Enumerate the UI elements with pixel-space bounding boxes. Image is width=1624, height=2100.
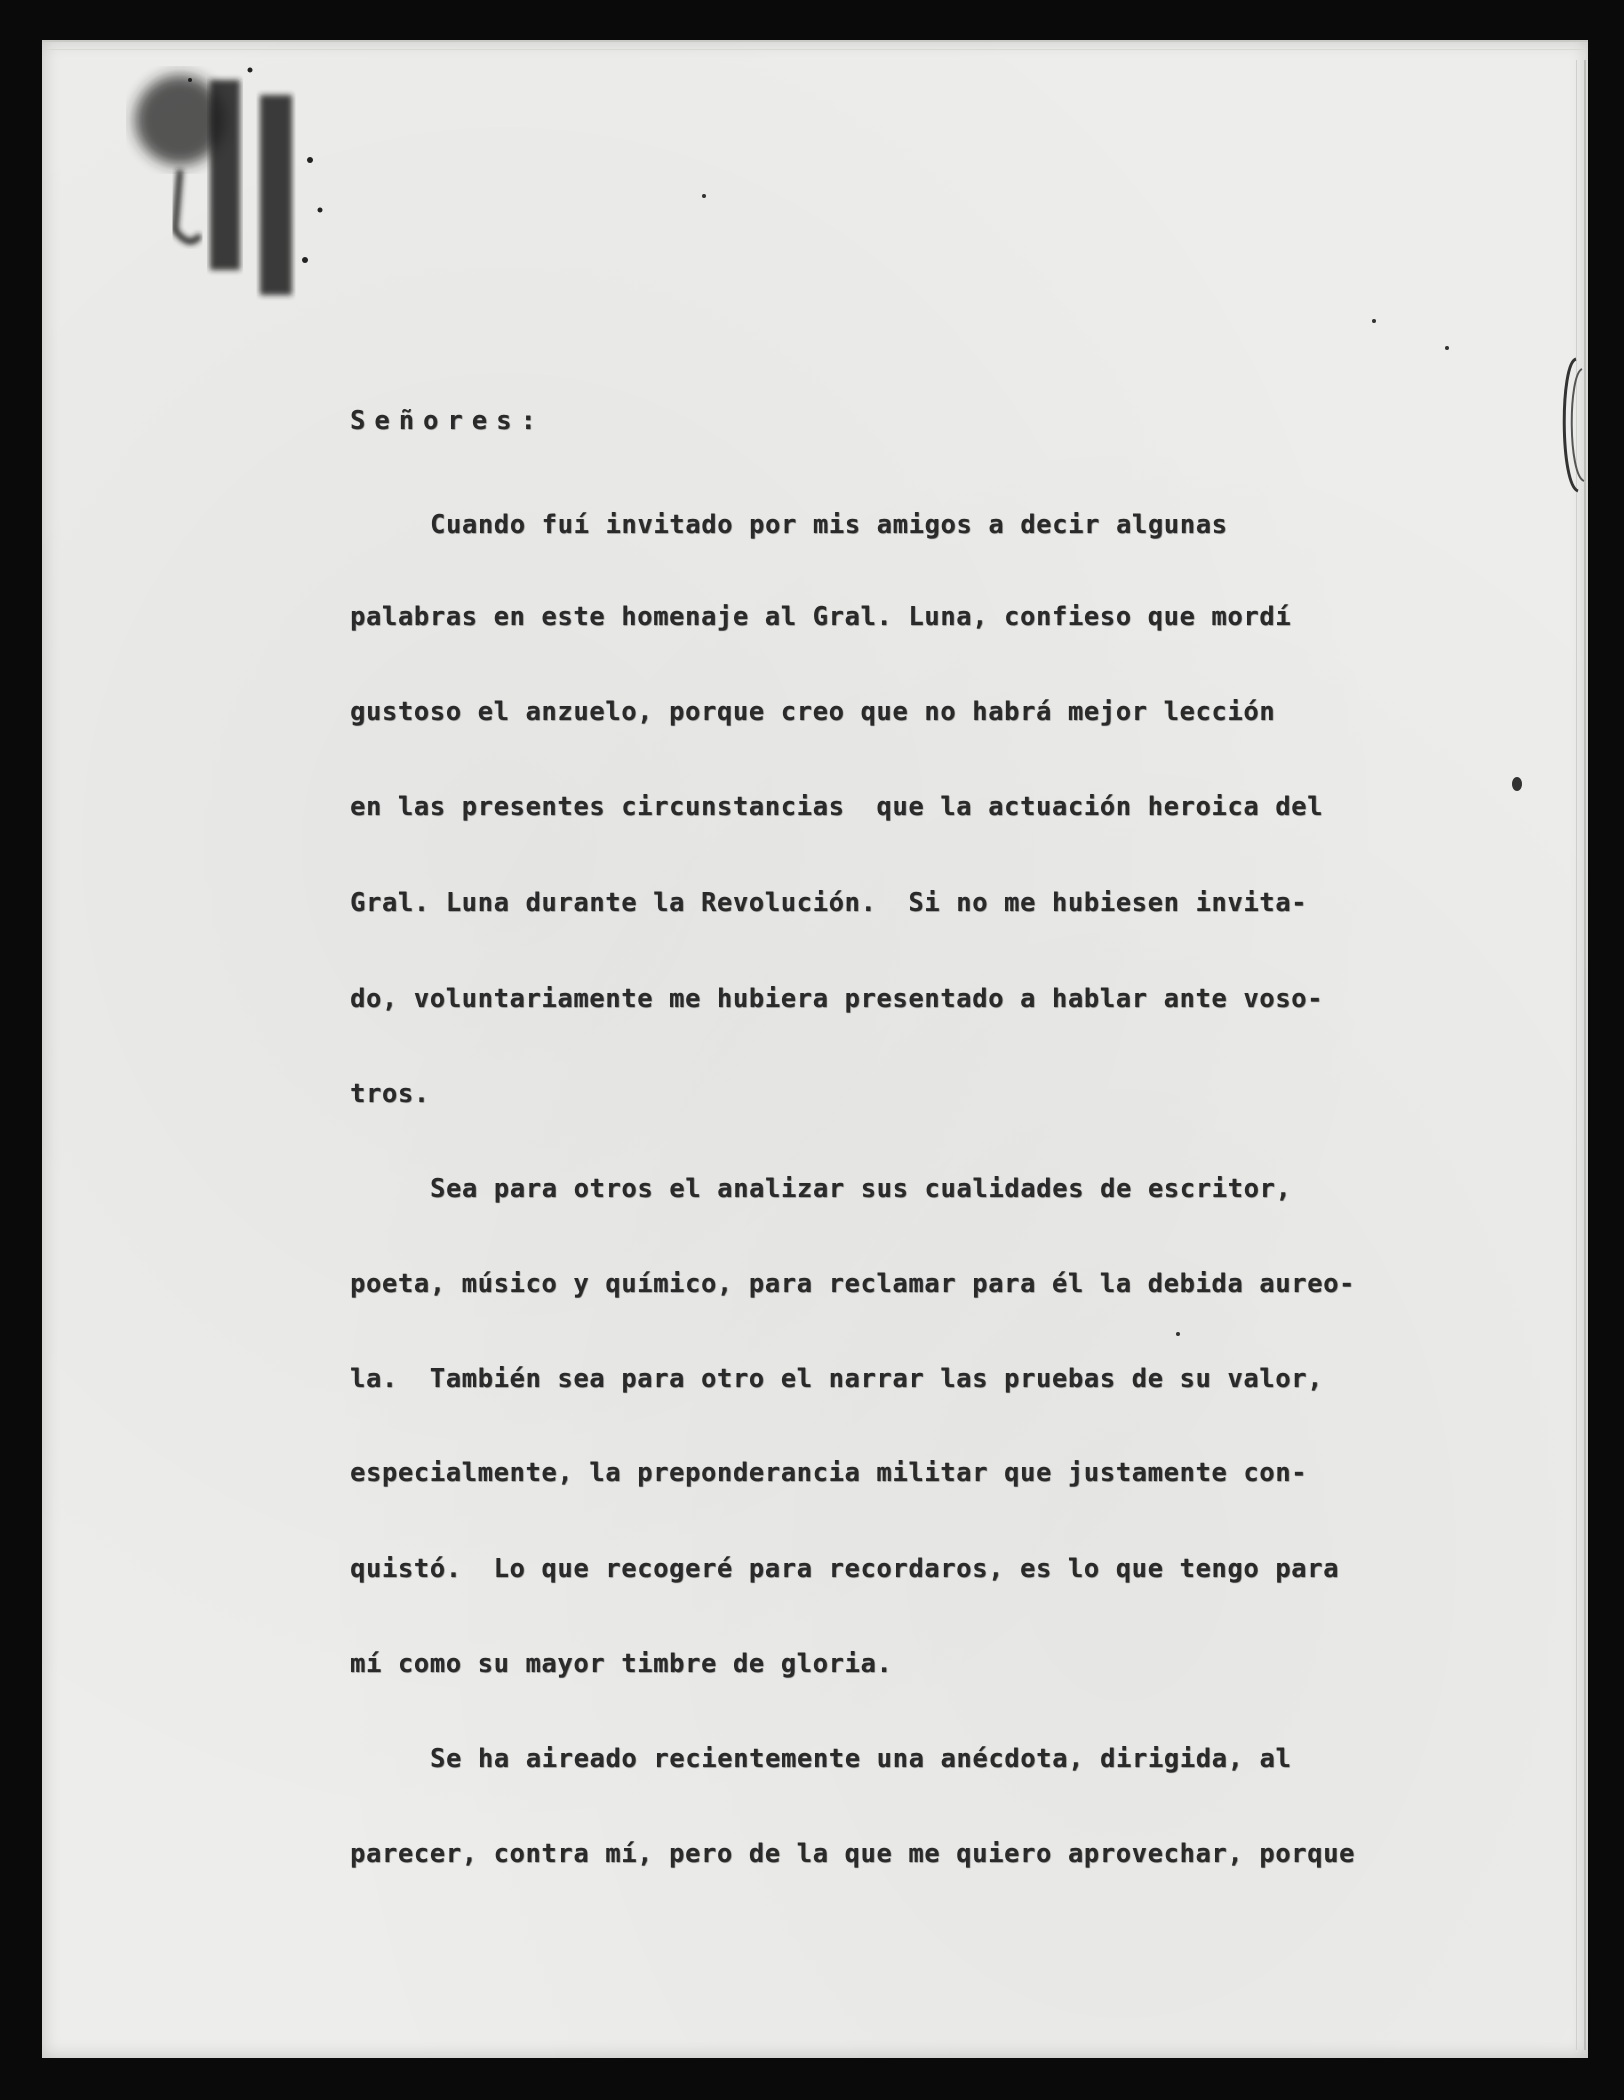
text-line: quistó. Lo que recogeré para recordaros, es lo que tengo para <box>350 1554 1340 1584</box>
text-line: Cuando fuí invitado por mis amigos a decir algunas <box>430 510 1228 540</box>
salutation: Señores: <box>350 406 545 436</box>
text-line: tros. <box>350 1079 430 1109</box>
text-line: mí como su mayor timbre de gloria. <box>350 1649 893 1679</box>
dust-speck <box>1176 1332 1180 1336</box>
paper-top-edge <box>42 40 1588 50</box>
text-line: Sea para otros el analizar sus cualidades de escritor, <box>430 1174 1292 1204</box>
paper-clip-mark <box>1556 355 1596 495</box>
text-line: Se ha aireado recientemente una anécdota, dirigida, al <box>430 1744 1292 1774</box>
text-line: especialmente, la preponderancia militar que justamente con- <box>350 1458 1308 1488</box>
ink-stain-mark <box>120 50 340 310</box>
text-line: parecer, contra mí, pero de la que me quiero aprovechar, porque <box>350 1839 1355 1869</box>
dust-speck <box>1372 319 1376 323</box>
text-line: palabras en este homenaje al Gral. Luna, confieso que mordí <box>350 602 1292 632</box>
dust-speck <box>1512 777 1522 791</box>
text-line: la. También sea para otro el narrar las pruebas de su valor, <box>350 1364 1324 1394</box>
text-line: gustoso el anzuelo, porque creo que no habrá mejor lección <box>350 697 1276 727</box>
text-line: en las presentes circunstancias que la actuación heroica del <box>350 792 1324 822</box>
dust-speck <box>702 194 706 198</box>
text-line: poeta, músico y químico, para reclamar para él la debida aureo- <box>350 1269 1355 1299</box>
dust-speck <box>1445 346 1449 350</box>
text-line: Gral. Luna durante la Revolución. Si no me hubiesen invita- <box>350 888 1308 918</box>
text-line: do, voluntariamente me hubiera presentado a hablar ante voso- <box>350 984 1324 1014</box>
